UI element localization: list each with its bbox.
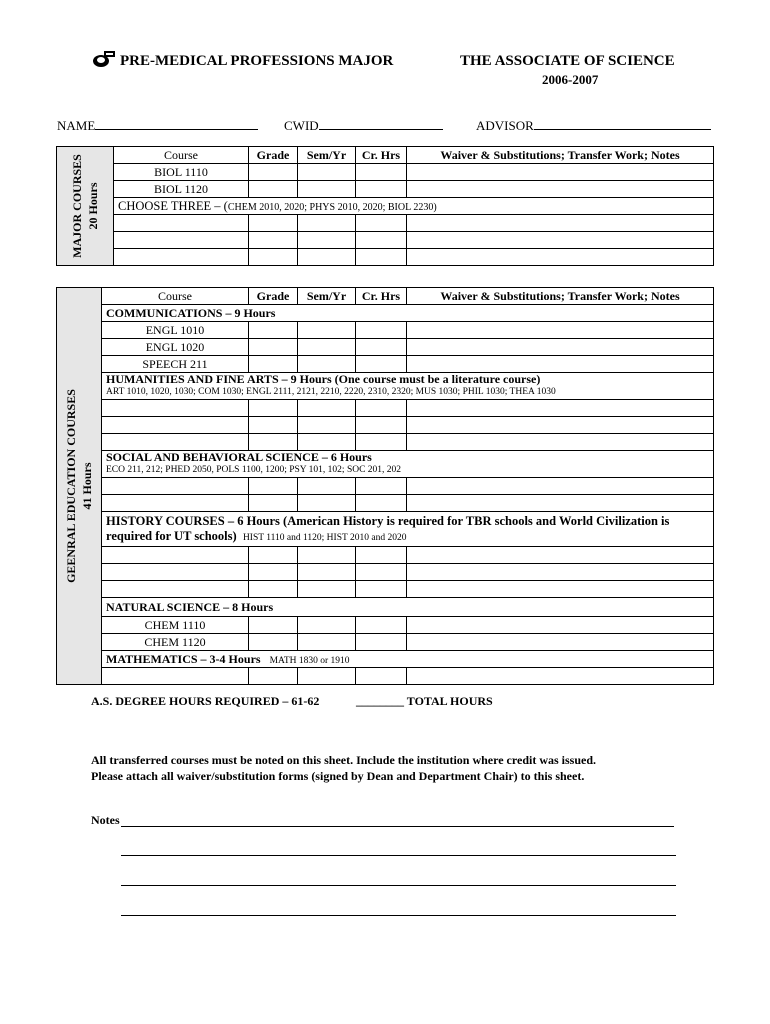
notes-cell[interactable] — [407, 164, 714, 181]
col-grade-header: Grade — [249, 288, 298, 305]
grade-cell[interactable] — [249, 564, 298, 581]
notes-cell[interactable] — [407, 634, 714, 651]
grade-cell[interactable] — [249, 249, 298, 266]
name-line[interactable] — [95, 117, 258, 130]
crhrs-cell[interactable] — [356, 339, 407, 356]
col-notes-header: Waiver & Substitutions; Transfer Work; Notes — [407, 147, 714, 164]
semyr-cell[interactable] — [298, 564, 356, 581]
crhrs-cell[interactable] — [356, 417, 407, 434]
course-cell[interactable] — [102, 434, 249, 451]
crhrs-cell[interactable] — [356, 668, 407, 685]
col-grade-header: Grade — [249, 147, 298, 164]
semyr-cell[interactable] — [298, 581, 356, 598]
major-side-hours: 20 Hours — [86, 182, 100, 230]
grade-cell[interactable] — [249, 478, 298, 495]
crhrs-cell[interactable] — [356, 322, 407, 339]
instruction-line-1: All transferred courses must be noted on this sheet. Include the institution where credit was issued. — [91, 753, 597, 767]
choose-three-options: CHEM 2010, 2020; PHYS 2010, 2020; BIOL 2230) — [227, 201, 437, 213]
col-course-header: Course — [114, 147, 249, 164]
semyr-cell[interactable] — [298, 339, 356, 356]
gened-side-label — [57, 288, 102, 685]
semyr-cell[interactable] — [298, 215, 356, 232]
notes-cell[interactable] — [407, 547, 714, 564]
table-row — [57, 581, 714, 598]
notes-cell[interactable] — [407, 564, 714, 581]
notes-line[interactable] — [121, 915, 676, 916]
total-hours-field[interactable]: ________ TOTAL HOURS — [356, 694, 493, 708]
semyr-cell[interactable] — [298, 181, 356, 198]
grade-cell[interactable] — [249, 434, 298, 451]
col-semyr-header: Sem/Yr — [298, 288, 356, 305]
gened-side-hours: 41 Hours — [80, 462, 94, 510]
degree-title: THE ASSOCIATE OF SCIENCE — [460, 53, 675, 69]
notes-cell[interactable] — [407, 478, 714, 495]
course-cell[interactable] — [102, 547, 249, 564]
table-row — [57, 339, 714, 356]
semyr-cell[interactable] — [298, 668, 356, 685]
table-row — [57, 356, 714, 373]
catalog-year: 2006-2007 — [542, 72, 599, 87]
notes-line[interactable] — [121, 855, 676, 856]
course-cell: CHEM 1120 — [102, 634, 249, 651]
grade-cell[interactable] — [249, 339, 298, 356]
crhrs-cell[interactable] — [356, 232, 407, 249]
grade-cell[interactable] — [249, 322, 298, 339]
grade-cell[interactable] — [249, 581, 298, 598]
humanities-options: ART 1010, 1020, 1030; COM 1030; ENGL 2111, 2121, 2210, 2220, 2310, 2320; MUS 1030; PHIL 1030; THEA 1030 — [106, 387, 556, 397]
crhrs-cell[interactable] — [356, 400, 407, 417]
crhrs-cell[interactable] — [356, 617, 407, 634]
logo-icon — [92, 50, 116, 68]
social-heading: SOCIAL AND BEHAVIORAL SCIENCE – 6 Hours — [106, 450, 372, 464]
notes-cell[interactable] — [407, 339, 714, 356]
course-cell[interactable] — [102, 417, 249, 434]
semyr-cell[interactable] — [298, 547, 356, 564]
table-row — [57, 417, 714, 434]
semyr-cell[interactable] — [298, 434, 356, 451]
grade-cell[interactable] — [249, 164, 298, 181]
notes-line[interactable] — [121, 885, 676, 886]
course-cell: ENGL 1010 — [102, 322, 249, 339]
grade-cell[interactable] — [249, 215, 298, 232]
semyr-cell[interactable] — [298, 164, 356, 181]
semyr-cell[interactable] — [298, 478, 356, 495]
grade-cell[interactable] — [249, 668, 298, 685]
table-row — [57, 232, 714, 249]
semyr-cell[interactable] — [298, 400, 356, 417]
notes-cell[interactable] — [407, 181, 714, 198]
crhrs-cell[interactable] — [356, 164, 407, 181]
math-heading: MATHEMATICS – 3-4 Hours — [106, 651, 261, 666]
semyr-cell[interactable] — [298, 634, 356, 651]
course-cell: BIOL 1110 — [114, 164, 249, 181]
notes-cell[interactable] — [407, 249, 714, 266]
course-cell[interactable] — [102, 581, 249, 598]
semyr-cell[interactable] — [298, 417, 356, 434]
crhrs-cell[interactable] — [356, 215, 407, 232]
crhrs-cell[interactable] — [356, 181, 407, 198]
program-title: PRE-MEDICAL PROFESSIONS MAJOR — [120, 53, 394, 69]
course-cell[interactable] — [102, 478, 249, 495]
grade-cell[interactable] — [249, 495, 298, 512]
general-education-table — [56, 287, 714, 685]
humanities-heading-cell — [102, 373, 714, 400]
gened-side-title: GEENRAL EDUCATION COURSES — [64, 389, 78, 583]
col-course-header: Course — [102, 288, 249, 305]
notes-cell[interactable] — [407, 215, 714, 232]
cwid-line[interactable] — [319, 117, 443, 130]
grade-cell[interactable] — [249, 417, 298, 434]
humanities-heading: HUMANITIES AND FINE ARTS – 9 Hours (One course must be a literature course) — [106, 372, 541, 386]
semyr-cell[interactable] — [298, 495, 356, 512]
semyr-cell[interactable] — [298, 617, 356, 634]
table-row — [57, 215, 714, 232]
crhrs-cell[interactable] — [356, 564, 407, 581]
table-row — [57, 547, 714, 564]
notes-cell[interactable] — [407, 356, 714, 373]
advisor-field[interactable] — [476, 117, 711, 134]
grade-cell[interactable] — [249, 400, 298, 417]
col-notes-header: Waiver & Substitutions; Transfer Work; Notes — [407, 288, 714, 305]
table-row — [57, 564, 714, 581]
history-heading-cell — [102, 512, 714, 547]
course-cell[interactable] — [114, 232, 249, 249]
semyr-cell[interactable] — [298, 356, 356, 373]
notes-label: Notes — [91, 813, 120, 827]
advisor-line[interactable] — [534, 117, 711, 130]
grade-cell[interactable] — [249, 356, 298, 373]
grade-cell[interactable] — [249, 634, 298, 651]
notes-cell[interactable] — [407, 434, 714, 451]
course-cell[interactable] — [102, 668, 249, 685]
course-cell[interactable] — [114, 215, 249, 232]
table-row — [57, 668, 714, 685]
course-cell: CHEM 1110 — [102, 617, 249, 634]
course-cell[interactable] — [102, 400, 249, 417]
choose-three-label: CHOOSE THREE – ( — [118, 198, 228, 213]
course-cell: SPEECH 211 — [102, 356, 249, 373]
notes-cell[interactable] — [407, 668, 714, 685]
name-field[interactable] — [57, 117, 258, 134]
table-row — [57, 495, 714, 512]
instruction-line-2: Please attach all waiver/substitution forms (signed by Dean and Department Chair) to this sheet. — [91, 769, 585, 783]
table-row — [57, 434, 714, 451]
social-options: ECO 211, 212; PHED 2050, POLS 1100, 1200; PSY 101, 102; SOC 201, 202 — [106, 465, 402, 475]
notes-cell[interactable] — [407, 232, 714, 249]
table-row — [57, 249, 714, 266]
crhrs-cell[interactable] — [356, 434, 407, 451]
crhrs-cell[interactable] — [356, 495, 407, 512]
crhrs-cell[interactable] — [356, 547, 407, 564]
math-heading-cell — [102, 651, 714, 668]
crhrs-cell[interactable] — [356, 249, 407, 266]
course-cell[interactable] — [102, 495, 249, 512]
notes-cell[interactable] — [407, 417, 714, 434]
notes-cell[interactable] — [407, 400, 714, 417]
major-side-label — [57, 147, 114, 266]
history-heading-line1: HISTORY COURSES – 6 Hours (American History is required for TBR schools and World Civilization is — [106, 514, 670, 528]
major-courses-table — [56, 146, 714, 266]
cwid-field[interactable] — [284, 117, 443, 134]
social-heading-cell — [102, 451, 714, 478]
table-row — [57, 400, 714, 417]
choose-three-row — [57, 198, 714, 215]
table-row — [57, 164, 714, 181]
col-crhrs-header: Cr. Hrs — [356, 288, 407, 305]
course-cell[interactable] — [114, 249, 249, 266]
communications-heading: COMMUNICATIONS – 9 Hours — [102, 305, 714, 322]
crhrs-cell[interactable] — [356, 581, 407, 598]
table-row — [57, 181, 714, 198]
col-semyr-header: Sem/Yr — [298, 147, 356, 164]
table-row — [57, 634, 714, 651]
course-cell[interactable] — [102, 564, 249, 581]
math-options: MATH 1830 or 1910 — [269, 655, 350, 666]
grade-cell[interactable] — [249, 181, 298, 198]
notes-line[interactable] — [121, 826, 674, 827]
advisor-label: ADVISOR — [476, 118, 534, 133]
col-crhrs-header: Cr. Hrs — [356, 147, 407, 164]
notes-cell[interactable] — [407, 581, 714, 598]
history-heading-line2: required for UT schools) — [106, 529, 237, 543]
semyr-cell[interactable] — [298, 322, 356, 339]
cwid-label: CWID — [284, 118, 319, 133]
history-options: HIST 1110 and 1120; HIST 2010 and 2020 — [242, 533, 407, 543]
crhrs-cell[interactable] — [356, 478, 407, 495]
major-side-title: MAJOR COURSES — [70, 154, 84, 258]
grade-cell[interactable] — [249, 617, 298, 634]
semyr-cell[interactable] — [298, 232, 356, 249]
crhrs-cell[interactable] — [356, 356, 407, 373]
notes-cell[interactable] — [407, 617, 714, 634]
table-row — [57, 617, 714, 634]
course-cell: ENGL 1020 — [102, 339, 249, 356]
table-row — [57, 478, 714, 495]
table-row — [57, 322, 714, 339]
name-label: NAME — [57, 118, 96, 133]
course-cell: BIOL 1120 — [114, 181, 249, 198]
notes-cell[interactable] — [407, 322, 714, 339]
grade-cell[interactable] — [249, 232, 298, 249]
natural-science-heading: NATURAL SCIENCE – 8 Hours — [102, 598, 714, 617]
notes-cell[interactable] — [407, 495, 714, 512]
degree-hours-required: A.S. DEGREE HOURS REQUIRED – 61-62 — [91, 694, 320, 708]
grade-cell[interactable] — [249, 547, 298, 564]
crhrs-cell[interactable] — [356, 634, 407, 651]
semyr-cell[interactable] — [298, 249, 356, 266]
